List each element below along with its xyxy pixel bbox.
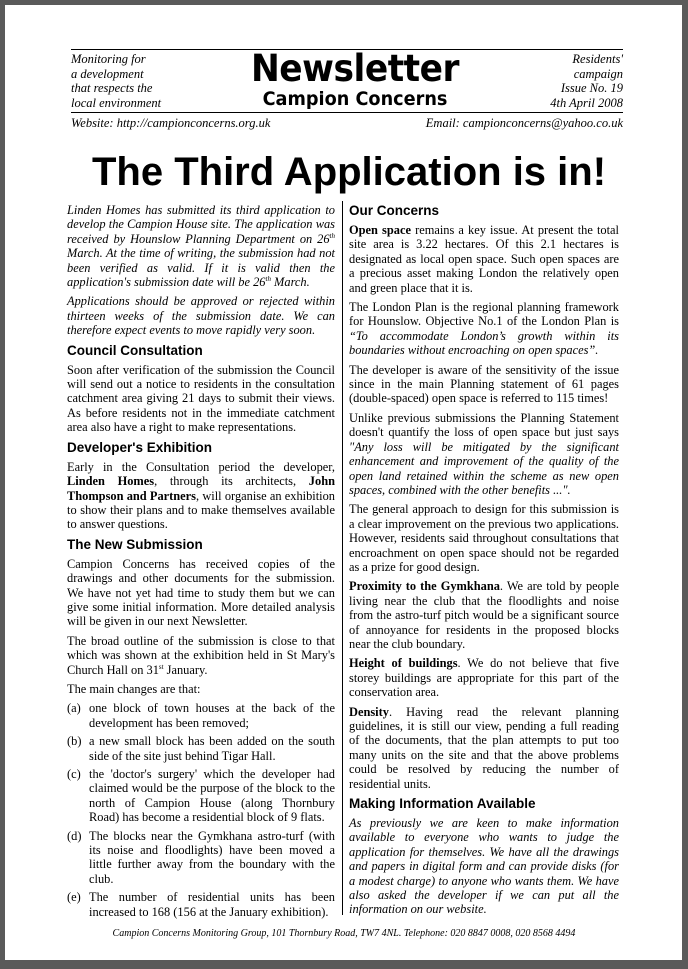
issue-number: Issue No. 19 [560,81,623,95]
issue-info-line: Residents' [572,52,623,66]
headline: The Third Application is in! [91,150,607,194]
london-plan-quote: “To accommodate London’s growth within its boundaries without encroaching on open spaces”. [349,328,619,358]
list-item [67,734,335,763]
tagline-line: that respects the [71,81,153,95]
making-information-heading: Making Information Available [349,796,536,812]
ordinal-suffix: st [158,662,164,671]
broad-outline-text [67,634,335,677]
open-space-paragraph [349,223,619,295]
issue-date: 4th April 2008 [550,95,623,110]
exhibition-text: , will organise an exhibition to show their plans and to make themselves available to answer questions. [67,488,335,532]
density-label: Density [349,704,389,719]
exhibition-text: , through its architects, [154,474,309,489]
outline-text: The broad outline of the submission is close to that which was shown at the exhibition held in St Mary's Church Hall on 31 [67,633,335,677]
list-item [67,701,335,730]
open-space-label: Open space [349,223,411,237]
intro-paragraph-2: Applications should be approved or rejected within thirteen weeks of the submission date. We can therefore expect events to move rapidly very soon. [67,294,335,338]
list-text: a new small block has been added on the south side of the site just behind Tigar Hall. [89,734,335,763]
proximity-paragraph [349,579,619,651]
ordinal-suffix: th [265,274,271,283]
planning-statement-text: Unlike previous submissions the Planning Statement doesn't quantify the loss of open space but just says [349,410,619,440]
newsletter-title: Newsletter [250,47,460,90]
council-consultation-text: Soon after verification of the submission the Council will send out a notice to residents in the consultation catchment area giving 21 days to submit their views. As before residents not in the immediate catchment area also have a right to make representations. [67,362,335,435]
list-label: (d) [67,828,82,843]
density-paragraph [349,705,619,791]
email-link[interactable]: Email: campionconcerns@yahoo.co.uk [425,116,623,130]
list-text: The number of residential units has been increased to 168 (156 at the January exhibition). [89,890,335,919]
website-link[interactable]: Website: http://campionconcerns.org.uk [71,116,271,130]
list-label: (e) [67,890,81,905]
list-text: The blocks near the Gymkhana astro-turf (with its noise and floodlights) have been moved a little further away from the boundary with the club. [89,828,335,886]
general-approach-paragraph: The general approach to design for this submission is a clear improvement on the previous two applications. However, residents said throughout consultations that encroachment on open space should not be regarded as a prize for good design. [349,502,619,574]
planning-statement-paragraph [349,411,619,497]
changes-intro: The main changes are that: [67,681,201,696]
london-plan-text: The London Plan is the regional planning framework for Hounslow. Objective No.1 of the London Plan is [349,300,619,329]
list-label: (a) [67,701,81,716]
column-divider [342,201,343,915]
height-text: . We do not believe that five storey buildings are appropriate for this part of the conservation area. [349,656,619,700]
left-column [67,203,335,923]
list-label: (c) [67,767,81,781]
newsletter-subtitle: Campion Concerns [262,88,448,110]
intro-text: March. At the time of writing, the submission had not been verified as valid. If it is valid then the application's submission date will be 26 [67,246,335,290]
issue-info-line: campaign [573,66,623,81]
open-space-text: remains a key issue. At present the total site area is 3.22 hectares. Of this 2.1 hectares is designated as local open space. Such open spaces are a precious asset making London the relatively open and green place that it is. [349,223,619,295]
developer-name: Linden Homes [67,474,155,489]
ordinal-suffix: th [329,231,335,240]
issue-info [550,52,623,110]
tagline-line: local environment [71,95,162,110]
developer-aware-paragraph: The developer is aware of the sensitivity of the issue since in the main Planning statement of 61 pages (double-spaced) open space is referred to 115 times! [349,362,619,406]
list-item [67,767,335,825]
london-plan-paragraph [349,300,619,358]
list-text: the 'doctor's surgery' which the developer had claimed would be the purpose of the block to the north of Campion House (along Thornbury Road) has become a residential block of 9 flats. [89,767,335,825]
right-column [349,203,619,922]
masthead [71,49,623,145]
height-paragraph [349,656,619,699]
developers-exhibition-text [67,460,335,532]
list-label: (b) [67,734,82,749]
developers-exhibition-heading: Developer's Exhibition [67,439,212,455]
changes-list [67,701,335,919]
intro-paragraph [67,203,335,289]
list-text: one block of town houses at the back of the development has been removed; [89,701,335,730]
tagline-line: Monitoring for [71,52,146,66]
architect-name: John Thompson and Partners [67,474,335,503]
exhibition-text: Early in the Consultation period the developer, [67,459,335,474]
height-label: Height of buildings [349,656,458,671]
intro-text: Linden Homes has submitted its third application to develop the Campion House site. The application was received by Hounslow Planning Department on 26 [67,203,335,246]
masthead-tagline [71,52,161,110]
proximity-text: . We are told by people living near the club that the floodlights and noise from the astro-turf pitch would be a significant source of annoyance for residents in the proposed blocks near the club boundary. [349,579,619,651]
our-concerns-heading: Our Concerns [349,203,440,218]
list-item [67,829,335,887]
council-consultation-heading: Council Consultation [67,342,203,358]
making-information-text: As previously we are keen to make information available to everyone who wants to judge the application for themselves. We have all the drawings and papers in digital form and can provide disks (for a modest charge) to anyone who wants them. We have also asked the developer if we can put all the information on our website. [349,816,619,917]
planning-statement-quote: "Any loss will be mitigated by the significant enhancement and improvement of the quality of the open land retained within the scheme as new open spaces, combined with the other benefits ...". [349,439,619,497]
masthead-bottom-rule [71,112,623,113]
density-text: . Having read the relevant planning guidelines, it is still our view, pending a full reading of the documents, that the plan attempts to put too many units on the site and that the above problems could be resolved by reducing the number of residential units. [349,704,619,791]
tagline-line: a development [71,66,144,81]
new-submission-text: Campion Concerns has received copies of the drawings and other documents for the submission. We have not yet had time to study them but we can give some initial information. More detailed analysis will be given in our next Newsletter. [67,556,335,629]
intro-text: March. [270,275,310,290]
list-item [67,890,335,919]
footer-contact: Campion Concerns Monitoring Group, 101 Thornbury Road, TW7 4NL. Telephone: 020 8847 0008, 020 8568 4494 [112,928,576,939]
new-submission-heading: The New Submission [67,536,203,552]
proximity-label: Proximity to the Gymkhana [349,579,500,594]
outline-text: January. [163,662,208,677]
